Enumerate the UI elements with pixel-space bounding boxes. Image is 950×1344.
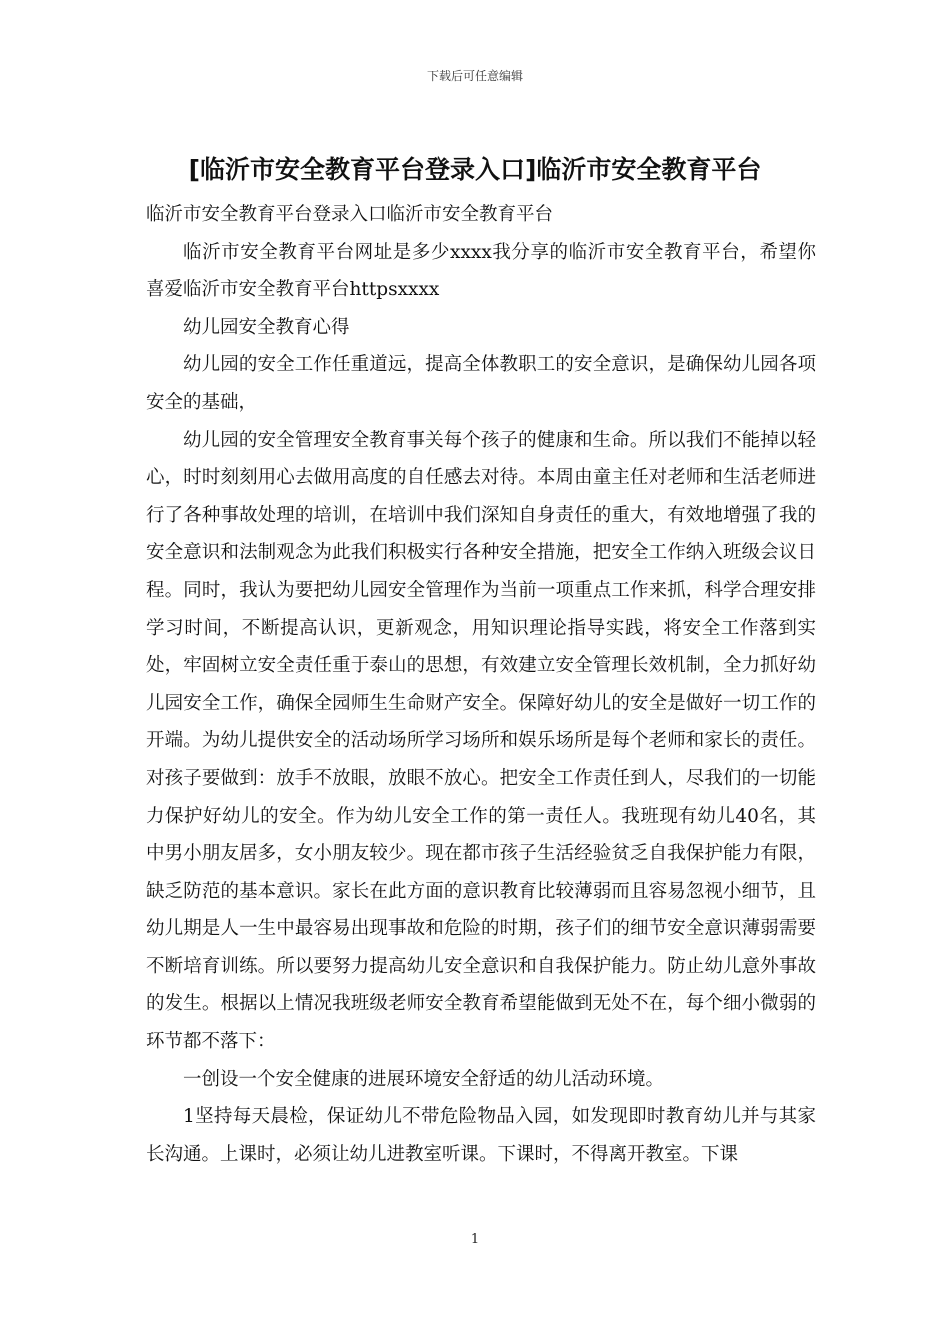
paragraph: 幼儿园安全教育心得 bbox=[183, 316, 350, 338]
paragraph: 临沂市安全教育平台登录入口临沂市安全教育平台 bbox=[146, 204, 554, 225]
paragraph: 幼儿园的安全工作任重道远，提高全体教职工的安全意识，是确保幼儿园各项安全的基础， bbox=[146, 354, 816, 413]
page-number: 1 bbox=[470, 1232, 480, 1247]
document-title: [临沂市安全教育平台登录入口]临沂市安全教育平台 bbox=[188, 155, 762, 184]
paragraph: 临沂市安全教育平台网址是多少xxxx我分享的临沂市安全教育平台，希望你喜爱临沂市安全教育平台httpsxxxx bbox=[146, 241, 816, 301]
header-note: 下载后可任意编辑 bbox=[426, 69, 523, 83]
paragraph: 一创设一个安全健康的进展环境安全舒适的幼儿活动环境。 bbox=[183, 1068, 665, 1090]
paragraph: 1坚持每天晨检，保证幼儿不带危险物品入园，如发现即时教育幼儿并与其家长沟通。上课时，必须让幼儿进教室听课。下课时，不得离开教室。下课 bbox=[146, 1106, 816, 1165]
paragraph: 幼儿园的安全管理安全教育事关每个孩子的健康和生命。所以我们不能掉以轻心，时时刻刻用心去做用高度的自任感去对待。本周由童主任对老师和生活老师进行了各种事故处理的培训，在培训中我们深知自身责任的重大，有效地增强了我的安全意识和法制观念为此我们积极实行各种安全措施，把安全工作纳入班级会议日程。同时，我认为要把幼儿园安全管理作为当前一项重点工作来抓，科学合理安排学习时间，不断提高认识，更新观念，用知识理论指导实践，将安全工作落到实处，牢固树立安全责任重于泰山的思想，有效建立安全管理长效机制，全力抓好幼儿园安全工作，确保全园师生生命财产安全。保障好幼儿的安全是做好一切工作的开端。为幼儿提供安全的活动场所学习场所和娱乐场所是每个老师和家长的责任。对孩子要做到：放手不放眼，放眼不放心。把安全工作责任到人，尽我们的一切能力保护好幼儿的安全。作为幼儿安全工作的第一责任人。我班现有幼儿40名，其中男小朋友居多，女小朋友较少。现在都市孩子生活经验贫乏自我保护能力有限，缺乏防范的基本意识。家长在此方面的意识教育比较薄弱而且容易忽视小细节，且幼儿期是人一生中最容易出现事故和危险的时期，孩子们的细节安全意识薄弱需要不断培育训练。所以要努力提高幼儿安全意识和自我保护能力。防止幼儿意外事故的发生。根据以上情况我班级老师安全教育希望能做到无处不在，每个细小微弱的环节都不落下： bbox=[146, 429, 816, 1053]
document-body bbox=[146, 196, 816, 1173]
